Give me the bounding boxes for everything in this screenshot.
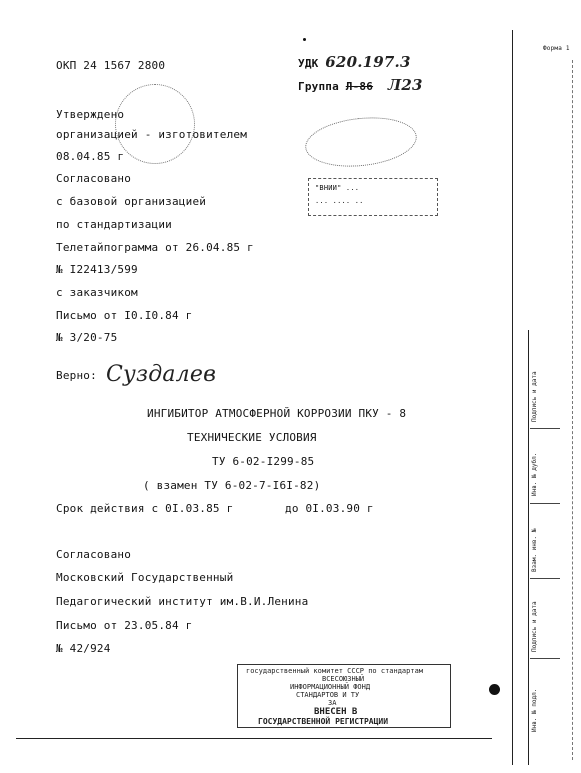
registration-stamp bbox=[308, 178, 438, 216]
approval-line: организацией - изготовителем bbox=[56, 128, 248, 141]
title-doc-type: ТЕХНИЧЕСКИЕ УСЛОВИЯ bbox=[187, 431, 317, 444]
margin-label-orig-inv: Инв. № подл. bbox=[531, 688, 538, 732]
state-registration-stamp bbox=[237, 664, 451, 728]
group-new: Л23 bbox=[387, 76, 423, 94]
approval-line: с заказчиком bbox=[56, 286, 138, 299]
bottom-rule bbox=[16, 738, 492, 739]
group-label: Группа bbox=[298, 80, 339, 93]
title-product: ИНГИБИТОР АТМОСФЕРНОЙ КОРРОЗИИ ПКУ - 8 bbox=[147, 407, 407, 420]
margin-rule bbox=[530, 578, 560, 579]
margin-border-line bbox=[512, 30, 513, 765]
handwritten-signature: Суздалев bbox=[106, 362, 217, 387]
margin-rule bbox=[530, 658, 560, 659]
stamp-line: ... .... .. bbox=[315, 197, 364, 205]
round-seal bbox=[115, 84, 195, 164]
approval-line: № I22413/599 bbox=[56, 263, 138, 276]
approval-line: по стандартизации bbox=[56, 218, 172, 231]
agreed-line: Письмо от 23.05.84 г bbox=[56, 619, 193, 632]
margin-label-replaced-inv: Взам. инв. № bbox=[531, 528, 538, 572]
speck bbox=[303, 38, 306, 41]
stamp-line: ВНЕСЕН В bbox=[314, 707, 358, 717]
validity-to: до 0I.03.90 г bbox=[285, 502, 374, 515]
oval-seal bbox=[303, 112, 419, 171]
stamp-line: ИНФОРМАЦИОННЫЙ ФОНД bbox=[290, 683, 371, 691]
agreed-line: Согласовано bbox=[56, 548, 132, 561]
stamp-line: государственный комитет СССР по стандартам bbox=[246, 667, 424, 675]
margin-label-signature-date: Подпись и дата bbox=[531, 371, 538, 422]
stamp-line: "ВНИИ" ... bbox=[315, 184, 360, 192]
approval-line: 08.04.85 г bbox=[56, 150, 125, 163]
udk-line bbox=[298, 53, 411, 71]
approval-line: Согласовано bbox=[56, 172, 132, 185]
approval-line: Письмо от I0.I0.84 г bbox=[56, 309, 193, 322]
agreed-line: Педагогический институт им.В.И.Ленина bbox=[56, 595, 309, 608]
stamp-line: ВСЕСОЮЗНЫЙ bbox=[322, 675, 365, 683]
approval-line: с базовой организацией bbox=[56, 195, 207, 208]
stamp-line: СТАНДАРТОВ И ТУ bbox=[296, 691, 360, 699]
punch-dot bbox=[489, 684, 500, 695]
margin-dashed-line bbox=[572, 60, 574, 760]
approval-line: Телетайпограмма от 26.04.85 г bbox=[56, 241, 254, 254]
okp-code: ОКП 24 1567 2800 bbox=[56, 59, 166, 72]
margin-label-dup-inv: Инв. № дубл. bbox=[531, 452, 538, 496]
agreed-line: № 42/924 bbox=[56, 642, 111, 655]
margin-inner-line bbox=[528, 330, 529, 765]
udk-label: УДК bbox=[298, 57, 319, 70]
stamp-line: ЗА bbox=[328, 699, 337, 707]
group-line bbox=[298, 76, 423, 94]
approval-line: № 3/20-75 bbox=[56, 331, 118, 344]
udk-value: 620.197.3 bbox=[325, 53, 411, 71]
title-replaces: ( взамен ТУ 6-02-7-I6I-82) bbox=[143, 479, 321, 492]
title-spec-number: ТУ 6-02-I299-85 bbox=[212, 455, 315, 468]
stamp-line: ГОСУДАРСТВЕННОЙ РЕГИСТРАЦИИ bbox=[258, 717, 389, 726]
signature-label: Верно: bbox=[56, 369, 97, 382]
margin-rule bbox=[530, 503, 560, 504]
approval-line: Утверждено bbox=[56, 108, 125, 121]
margin-rule bbox=[530, 428, 560, 429]
form-label: Форма 1 bbox=[543, 45, 570, 52]
margin-label-signature-date-2: Подпись и дата bbox=[531, 601, 538, 652]
agreed-line: Московский Государственный bbox=[56, 571, 234, 584]
group-old: Л-86 bbox=[345, 80, 374, 93]
validity-from: Срок действия с 0I.03.85 г bbox=[56, 502, 234, 515]
